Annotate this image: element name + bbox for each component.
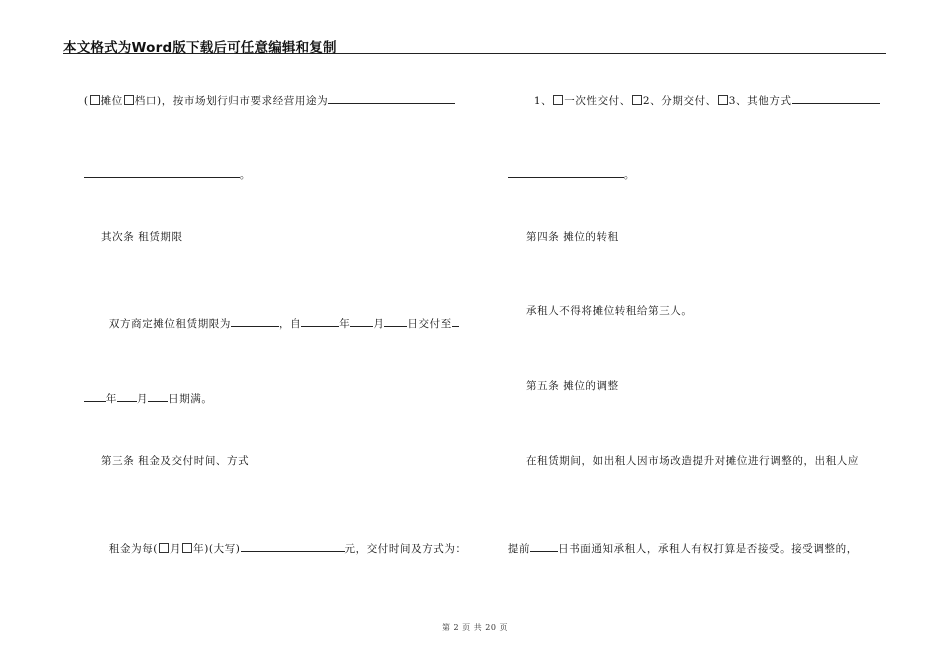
text: 年 [339, 318, 351, 330]
fill-blank [452, 315, 459, 327]
fill-blank [84, 390, 106, 402]
checkbox-icon [124, 95, 134, 105]
right-line-sublease: 承租人不得将摊位转租给第三人。 [526, 305, 693, 317]
text: 元，交付时间及方式为： [344, 543, 467, 555]
fill-blank [241, 540, 345, 552]
text: 一次性交付、 [564, 95, 631, 107]
text: 摊位 [100, 95, 123, 107]
checkbox-icon [553, 95, 563, 105]
left-line-usage [76, 80, 455, 108]
left-line-rent [101, 528, 467, 556]
text: 双方商定摊位租赁期限为 [108, 318, 231, 330]
fill-blank [792, 92, 880, 104]
fill-blank [384, 315, 407, 327]
text: ，自 [279, 318, 302, 330]
text: ( [83, 95, 89, 107]
checkbox-icon [159, 543, 169, 553]
fill-blank [301, 315, 339, 327]
right-line-payment-cont [500, 154, 635, 182]
text: 租金为每( [108, 543, 158, 555]
text: 2、分期交付、 [642, 95, 717, 107]
text: 日期满。 [168, 393, 213, 405]
fill-blank [508, 166, 624, 178]
fill-blank [328, 92, 455, 104]
left-line-term-end [76, 378, 213, 406]
fill-blank [231, 315, 279, 327]
text: 月 [137, 393, 149, 405]
left-line-term [101, 303, 459, 331]
text: 月 [373, 318, 385, 330]
checkbox-icon [632, 95, 642, 105]
right-line-notice [500, 528, 858, 556]
text: 。 [239, 169, 251, 181]
text: 日交付至 [407, 318, 452, 330]
page-number: 第 2 页 共 20 页 [442, 623, 508, 632]
fill-blank [530, 540, 558, 552]
text: 月 [170, 543, 182, 555]
header-divider [63, 53, 886, 54]
right-line-payment-options [526, 80, 880, 108]
fill-blank [117, 390, 137, 402]
fill-blank [84, 166, 240, 178]
fill-blank [148, 390, 168, 402]
section-heading-term: 其次条 租赁期限 [101, 231, 183, 243]
section-heading-sublease: 第四条 摊位的转租 [526, 231, 619, 243]
text: 提前 [507, 543, 531, 555]
text: 1、 [533, 95, 553, 107]
checkbox-icon [718, 95, 728, 105]
checkbox-icon [90, 95, 100, 105]
checkbox-icon [182, 543, 192, 553]
text: 年)(大写) [193, 543, 241, 555]
fill-blank [350, 315, 373, 327]
left-line-usage-cont [76, 154, 251, 182]
text: 年 [105, 393, 117, 405]
text: 日书面通知承租人，承租人有权打算是否接受。接受调整的， [558, 543, 858, 555]
document-header-title: 本文格式为Word版下载后可任意编辑和复制 [63, 40, 337, 56]
right-line-adjustment: 在租赁期间，如出租人因市场改造提升对摊位进行调整的，出租人应 [526, 455, 859, 467]
text: 。 [623, 169, 635, 181]
text: 档口)，按市场划行归市要求经营用途为 [134, 95, 329, 107]
section-heading-adjustment: 第五条 摊位的调整 [526, 380, 619, 392]
section-heading-rent: 第三条 租金及交付时间、方式 [101, 455, 250, 467]
text: 3、其他方式 [728, 95, 792, 107]
